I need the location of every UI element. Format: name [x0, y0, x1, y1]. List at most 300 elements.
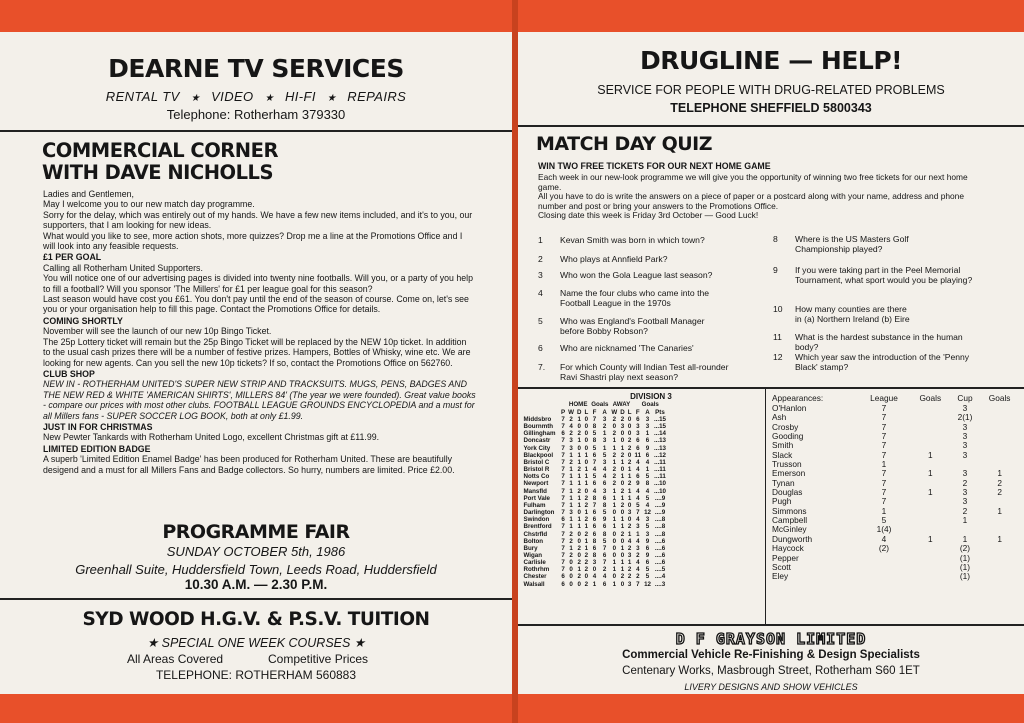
league-cell: 7 — [561, 437, 565, 445]
league-cell: 12 — [644, 509, 651, 517]
appearance-cell — [979, 441, 1020, 450]
league-cell: 12 — [644, 580, 651, 588]
league-cell: 0 — [577, 444, 581, 452]
league-cell: 0 — [612, 573, 617, 581]
league-cell: 2 — [577, 559, 581, 567]
appearance-cell: 1 — [962, 533, 968, 544]
league-column-header: W — [568, 408, 574, 416]
league-column-header: L — [627, 408, 632, 416]
league-cell: 4 — [636, 537, 640, 545]
league-cell: 5 — [645, 473, 650, 481]
league-cell: 1 — [612, 444, 617, 452]
league-cell: 3 — [636, 430, 640, 438]
league-cell: 7 — [561, 509, 565, 517]
league-cell: 0 — [620, 466, 625, 474]
league-cell: 0 — [620, 537, 625, 545]
league-cell: 6 — [592, 480, 597, 488]
league-cell: 2 — [620, 487, 625, 495]
league-cell: ....6 — [654, 537, 666, 545]
league-cell: 1 — [569, 451, 573, 459]
league-cell: 2 — [584, 551, 589, 559]
player-name: Gooding — [772, 431, 804, 442]
team-name: Middsbro — [523, 416, 552, 423]
league-cell: ...10 — [653, 480, 666, 488]
league-cell: 5 — [636, 501, 640, 509]
league-cell: ....9 — [654, 501, 666, 509]
quiz-intro-paragraph: Each week in our new-look programme we will give you the opportunity of winning two free tickets for our next home game. — [538, 172, 968, 192]
appearance-cell — [979, 423, 1020, 432]
league-cell: 0 — [577, 537, 581, 545]
league-cell: ...15 — [653, 416, 666, 423]
league-cell: 2 — [612, 473, 617, 481]
league-cell: 0 — [620, 437, 625, 445]
league-cell: 1 — [627, 494, 632, 502]
league-cell: 2 — [584, 516, 589, 524]
appearance-cell — [979, 563, 1020, 572]
league-row — [522, 531, 668, 538]
league-header: League — [870, 393, 898, 403]
player-name: Pugh — [772, 496, 792, 507]
league-cell: 3 — [602, 487, 607, 495]
team-name: Chstrfld — [523, 530, 548, 538]
league-cell: 1 — [584, 473, 589, 481]
league-cell: 1 — [577, 523, 581, 531]
player-name: Trusson — [772, 459, 802, 470]
appearance-cell — [910, 497, 951, 506]
section-heading: £1 PER GOAL — [43, 252, 102, 263]
commercial-article — [43, 189, 476, 475]
league-cell: 6 — [636, 444, 640, 452]
team-name: Walsall — [523, 580, 545, 588]
league-cell: 4 — [645, 501, 650, 509]
service-repairs: REPAIRS — [347, 89, 407, 104]
question-number: 12 — [773, 352, 783, 362]
service-hifi: HI-FI — [284, 89, 316, 104]
league-cell: 6 — [602, 551, 607, 559]
team-name: Mansfld — [523, 487, 547, 495]
appearance-cell: 7 — [881, 440, 887, 451]
league-cell: 2 — [612, 451, 617, 459]
appearance-cell — [910, 554, 951, 563]
team-name: Gillingham — [523, 430, 556, 438]
drugline-subtitle: SERVICE FOR PEOPLE WITH DRUG-RELATED PROBLEMS — [597, 83, 945, 97]
player-name: Crosby — [772, 421, 799, 432]
syd-courses: ★ SPECIAL ONE WEEK COURSES ★ — [146, 636, 366, 650]
league-cell: 7 — [592, 458, 597, 466]
league-cell: 3 — [602, 416, 607, 423]
league-cell: 0 — [592, 566, 597, 574]
team-name: Swindon — [523, 516, 550, 524]
league-cell: 4 — [592, 573, 597, 581]
player-name: Tynan — [772, 477, 795, 488]
league-cell: 5 — [645, 494, 650, 502]
question-text: Where is the US Masters Golf Championship played? — [795, 234, 909, 254]
league-cell: 0 — [620, 551, 625, 559]
league-cell: 3 — [569, 444, 573, 452]
league-cell: 4 — [592, 487, 597, 495]
appearance-cell — [910, 544, 951, 553]
quiz-intro-paragraph: All you have to do is write the answers on a piece of paper or a postcard along with your name, address and phone number and post or bring your answers to the Promotions Office. — [538, 191, 964, 211]
player-name: Simmons — [772, 505, 807, 516]
league-cell: 2 — [602, 423, 607, 431]
league-row — [522, 516, 668, 523]
team-name: Carlisle — [523, 559, 546, 567]
league-cell: 2 — [569, 537, 573, 545]
league-row — [522, 545, 668, 552]
article-paragraph: The 25p Lottery ticket will remain but the 25p Bingo Ticket will be replaced by the NEW 10p ticket. In addition to the usual cash prizes there will be a number of festive prizes. Hampers, Bottles of Whisky, wine etc. We are looking for new agents. Can you sell the new 10p tickets? If so, contact the Promotions Office on 562760. — [43, 336, 471, 368]
appearance-cell: 1 — [997, 505, 1002, 516]
question-text: If you were taking part in the Peel Memorial Tournament, what sport would you be playing? — [795, 265, 973, 285]
section-heading: CLUB SHOP — [43, 368, 95, 379]
appearance-cell: 7 — [881, 487, 887, 498]
team-name: Blackpool — [523, 451, 554, 459]
league-cell: 0 — [569, 559, 573, 567]
league-cell: 7 — [561, 480, 565, 488]
article-paragraph: You will notice one of our advertising pages is divided into twenty nine footballs. Will you, or a party of you help to fill a football? Will you sponsor 'The Millers' for £1 per league goal for this season? — [43, 273, 473, 294]
league-cell: 1 — [584, 523, 589, 531]
appearance-cell — [979, 544, 1020, 553]
appearance-cell — [979, 572, 1020, 581]
league-cell: 2 — [627, 458, 632, 466]
appearance-row — [772, 572, 1020, 581]
league-cell: 3 — [627, 509, 632, 517]
league-cell: 3 — [627, 551, 632, 559]
appearance-cell: 1 — [928, 449, 933, 460]
appearance-cell: 2 — [962, 505, 968, 516]
service-video: VIDEO — [211, 89, 254, 104]
appearance-cell — [979, 554, 1020, 563]
league-cell: 1 — [577, 416, 581, 423]
league-cell: 0 — [569, 580, 573, 588]
syd-areas: All Areas Covered — [127, 652, 224, 666]
league-cell: 6 — [645, 559, 650, 567]
league-cell: 9 — [645, 537, 650, 545]
league-cell: 8 — [592, 537, 597, 545]
question-number: 11 — [773, 332, 782, 342]
league-cell: 0 — [612, 530, 617, 538]
quiz-title: MATCH DAY QUIZ — [536, 133, 713, 155]
appearance-row — [772, 488, 1020, 497]
question-text: Name the four clubs who came into the Football League in the 1970s — [560, 288, 710, 308]
appearance-cell — [910, 413, 951, 422]
cup-goals-header: Goals — [988, 393, 1011, 403]
league-cell: 7 — [592, 501, 597, 509]
league-cell: 2 — [577, 573, 581, 581]
league-cell: 0 — [577, 580, 581, 588]
league-cell: 0 — [627, 416, 632, 423]
league-row — [522, 416, 668, 423]
appearance-row — [772, 404, 1020, 413]
appearance-cell — [979, 413, 1020, 422]
league-cell: 3 — [636, 544, 640, 552]
player-name: McGinley — [772, 524, 807, 535]
league-cell: 4 — [592, 466, 597, 474]
grayson-tagline: LIVERY DESIGNS AND SHOW VEHICLES — [684, 682, 858, 692]
league-cell: 1 — [569, 480, 573, 488]
appearance-cell — [858, 572, 910, 581]
league-row — [522, 559, 668, 566]
league-row — [522, 581, 668, 588]
league-cell: 0 — [577, 423, 581, 431]
league-cell: 0 — [577, 509, 581, 517]
league-cell: ...13 — [653, 437, 666, 445]
league-row — [522, 445, 668, 452]
team-name: Brentford — [523, 523, 552, 531]
article-paragraph: November will see the launch of our new 10p Bingo Ticket. — [43, 326, 272, 337]
team-name: Bournmth — [523, 423, 554, 431]
league-cell: 1 — [627, 466, 632, 474]
league-cell: ....4 — [654, 573, 666, 581]
league-cell: 1 — [636, 530, 640, 538]
league-cell: 0 — [612, 423, 617, 431]
star-icon: ★ — [190, 93, 201, 104]
appearance-cell: 3 — [962, 496, 968, 507]
article-paragraph: Sorry for the delay, which was entirely out of my hands. We have a few new items included, and it's to you, our supporters, that I am looking for new ideas. — [43, 209, 473, 231]
league-cell: 1 — [612, 437, 617, 445]
league-cell: 7 — [561, 458, 565, 466]
league-cell: 1 — [612, 458, 617, 466]
league-cell: 8 — [592, 551, 597, 559]
question-text: For which County will Indian Test all-rounder Ravi Shastri play next season? — [560, 362, 729, 382]
league-cell: 7 — [561, 501, 565, 509]
league-cell: 1 — [627, 559, 632, 567]
player-name: Scott — [772, 561, 791, 572]
league-cell: 3 — [636, 523, 640, 531]
appearance-cell: 2 — [962, 477, 968, 488]
league-cell: 1 — [620, 473, 625, 481]
league-cell: 1 — [569, 516, 573, 524]
league-cell: 2 — [569, 530, 573, 538]
league-cell: 5 — [602, 537, 607, 545]
question-text: Who was England's Football Manager before Bobby Robson? — [560, 316, 705, 336]
league-cell: 2 — [584, 559, 589, 567]
league-cell: 8 — [592, 437, 597, 445]
league-row — [522, 459, 668, 466]
league-cell: 2 — [627, 444, 632, 452]
league-cell: 3 — [602, 458, 607, 466]
player-name: Haycock — [772, 543, 804, 554]
appearance-cell: 1(4) — [876, 524, 892, 535]
quiz-subtitle: WIN TWO FREE TICKETS FOR OUR NEXT HOME GAME — [538, 161, 771, 171]
league-cell: 1 — [612, 580, 617, 588]
article-paragraph: New Pewter Tankards with Rotherham United Logo, excellent Christmas gift at £11.99. — [43, 432, 380, 443]
league-cell: 4 — [636, 458, 640, 466]
appearance-cell: 1 — [962, 515, 968, 526]
league-cell: 1 — [577, 516, 581, 524]
league-row — [522, 502, 668, 509]
league-cell: ...10 — [653, 487, 666, 495]
league-group-home-goals: Goals — [591, 401, 609, 408]
league-row — [522, 566, 668, 573]
article-paragraph: A superb 'Limited Edition Enamel Badge' has been produced for Rotherham United. These are beautifully desigend and a must for all Millers Fans and Badge collectors. So hurry, numbers are limited. Price £2.00. — [43, 454, 455, 475]
league-cell: 0 — [627, 451, 632, 459]
league-cell: 1 — [602, 430, 607, 438]
league-cell: ...11 — [654, 458, 666, 466]
goals-header: Goals — [919, 393, 942, 403]
league-cell: 1 — [612, 487, 617, 495]
league-cell: ...13 — [653, 444, 666, 452]
team-name: Bolton — [523, 537, 544, 545]
star-icon: ★ — [326, 93, 337, 104]
appearance-cell: 1 — [997, 468, 1002, 479]
league-cell: 0 — [627, 516, 632, 524]
league-cell: 4 — [636, 516, 640, 524]
appearance-row — [772, 479, 1020, 488]
question-number: 6 — [538, 343, 543, 353]
league-cell: 6 — [602, 523, 607, 531]
league-cell: 8 — [602, 501, 607, 509]
league-cell: 3 — [645, 416, 650, 423]
appearance-row — [772, 451, 1020, 460]
league-cell: 0 — [620, 430, 625, 438]
league-cell: 6 — [592, 530, 597, 538]
question-text: How many counties are there in (a) Northern Ireland (b) Eire — [795, 304, 910, 324]
league-cell: 6 — [602, 480, 607, 488]
player-name: Ash — [772, 412, 787, 423]
quiz-intro-paragraph: Closing date this week is Friday 3rd October — Good Luck! — [538, 210, 759, 221]
appearance-cell: 7 — [881, 496, 887, 507]
league-cell: 2 — [612, 416, 617, 423]
player-name: O'Hanlon — [772, 403, 807, 413]
league-cell: 4 — [569, 423, 573, 431]
league-column-header: Pts — [655, 408, 665, 416]
appearance-cell: 1 — [928, 533, 933, 544]
league-cell: 7 — [561, 494, 565, 502]
league-cell: 7 — [561, 530, 565, 538]
fair-venue: Greenhall Suite, Huddersfield Town, Leeds Road, Huddersfield — [75, 562, 437, 577]
league-cell: 2 — [584, 494, 589, 502]
appearance-cell: 7 — [881, 421, 887, 432]
player-name: Campbell — [772, 515, 808, 526]
league-cell: 6 — [592, 509, 597, 517]
league-cell: 4 — [645, 487, 650, 495]
league-cell: 0 — [612, 551, 617, 559]
league-cell: 2 — [627, 523, 632, 531]
fair-title: PROGRAMME FAIR — [162, 521, 350, 543]
question-text: Kevan Smith was born in which town? — [560, 235, 705, 245]
league-cell: 1 — [584, 544, 589, 552]
league-cell: 2 — [584, 530, 589, 538]
team-name: Notts Co — [523, 473, 550, 481]
league-cell: 2 — [584, 580, 589, 588]
league-cell: 6 — [592, 544, 597, 552]
league-cell: 1 — [612, 523, 617, 531]
league-cell: ....6 — [654, 544, 666, 552]
league-cell: 4 — [602, 466, 607, 474]
league-cell: 0 — [584, 430, 589, 438]
article-paragraph: Ladies and Gentlemen, — [43, 189, 134, 199]
league-cell: 4 — [636, 559, 640, 567]
league-cell: 1 — [612, 566, 617, 574]
league-cell: 6 — [561, 430, 565, 438]
league-cell: 1 — [620, 516, 625, 524]
league-cell: 7 — [602, 559, 607, 567]
league-group-away-goals: Goals — [641, 401, 659, 408]
league-cell: 2 — [620, 573, 625, 581]
question-text: Who plays at Annfield Park? — [560, 254, 668, 264]
divider — [518, 624, 1024, 626]
league-cell: 1 — [569, 487, 573, 495]
league-row — [522, 430, 668, 437]
league-cell: ....5 — [654, 566, 666, 574]
appearance-row — [772, 507, 1020, 516]
appearance-row — [772, 469, 1020, 478]
league-cell: 3 — [602, 437, 607, 445]
league-column-header: D — [576, 408, 582, 416]
dearne-telephone: Telephone: Rotherham 379330 — [166, 107, 346, 122]
appearance-cell — [858, 554, 910, 563]
appearance-cell — [910, 572, 951, 581]
league-cell: 2 — [627, 544, 632, 552]
right-page — [518, 32, 1024, 694]
team-name: Bristol C — [523, 458, 550, 466]
league-cell: 9 — [645, 551, 650, 559]
league-cell: 7 — [561, 544, 565, 552]
league-cell: 2 — [636, 551, 640, 559]
league-cell: 1 — [620, 444, 625, 452]
league-table — [518, 392, 764, 588]
league-cell: 1 — [584, 509, 589, 517]
league-cell: 6 — [636, 473, 640, 481]
cup-header: Cup — [957, 393, 973, 403]
league-cell: 0 — [584, 437, 589, 445]
league-cell: 1 — [569, 523, 573, 531]
question-number: 7. — [538, 362, 546, 372]
appearance-cell — [979, 516, 1020, 525]
league-cell: 2 — [584, 501, 589, 509]
divider — [518, 387, 1024, 389]
league-cell: 0 — [569, 566, 573, 574]
team-name: Chester — [523, 573, 547, 581]
team-name: Port Vale — [523, 494, 550, 502]
league-cell: 2 — [602, 566, 607, 574]
article-paragraph: What would you like to see, more action shots, more quizzes? Drop me a line at the Promotions Office and I will look into any feasible requests. — [43, 230, 463, 252]
league-row — [522, 538, 668, 545]
league-row — [522, 509, 668, 516]
league-table-grid — [522, 401, 668, 588]
league-cell: 5 — [592, 473, 597, 481]
team-name: York City — [523, 444, 551, 452]
league-cell: ...11 — [654, 473, 666, 481]
question-number: 9 — [773, 265, 778, 275]
appearance-row — [772, 563, 1020, 572]
article-paragraph: NEW IN - ROTHERHAM UNITED'S SUPER NEW STRIP AND TRACKSUITS. MUGS, PENS, BADGES AND THE NEW RED & WHITE 'AMERICAN SHIRTS', MILLERS 84' (The year we were founded). Great value books - compare our prices with most other clubs. FOOTBALL LEAGUE GROUNDS ENCYCLOPEDIA and a must for all Millers fans - SUPER SOCCER LOG BOOK, both at only £1.99. — [43, 379, 476, 421]
player-name: Dungworth — [772, 533, 813, 544]
league-column-header: D — [620, 408, 625, 416]
league-column-header: L — [584, 408, 589, 416]
league-cell: 1 — [577, 566, 581, 574]
league-row — [522, 523, 668, 530]
league-cell: 2 — [627, 566, 632, 574]
appearance-cell: 2 — [997, 477, 1002, 488]
league-cell: 4 — [645, 458, 650, 466]
player-name: Douglas — [772, 487, 803, 498]
appearance-cell: 3 — [962, 487, 968, 498]
league-cell: 6 — [602, 580, 607, 588]
divider — [0, 130, 512, 132]
league-cell: 6 — [602, 494, 607, 502]
league-cell: ...11 — [654, 466, 666, 474]
league-cell: 2 — [627, 573, 632, 581]
appearances-header: Appearances: — [772, 393, 824, 403]
appearance-cell: 2 — [997, 487, 1002, 498]
appearance-cell — [858, 563, 910, 572]
league-column-header: F — [635, 408, 640, 416]
league-cell: ....6 — [654, 559, 666, 567]
league-cell: 4 — [636, 566, 640, 574]
commercial-title-line1: COMMERCIAL CORNER — [42, 139, 278, 162]
appearance-cell: (2) — [959, 543, 971, 554]
